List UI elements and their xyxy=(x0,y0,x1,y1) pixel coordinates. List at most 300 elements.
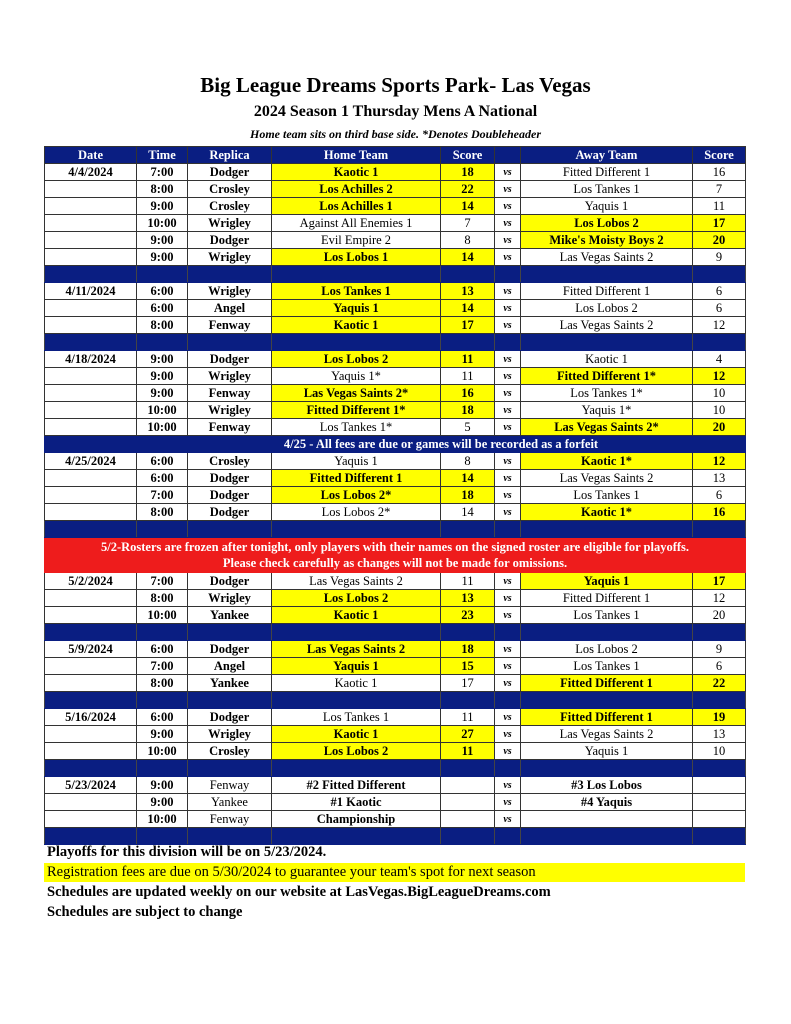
game-row xyxy=(45,249,746,266)
away-team: Fitted Different 1 xyxy=(521,709,693,726)
vs-label: vs xyxy=(495,573,521,590)
col-vs xyxy=(495,147,521,164)
separator-cell xyxy=(693,334,746,351)
game-time: 10:00 xyxy=(137,402,188,419)
game-replica: Crosley xyxy=(188,453,272,470)
away-score: 17 xyxy=(693,573,746,590)
separator-cell xyxy=(521,692,693,709)
game-date xyxy=(45,249,137,266)
home-score: 17 xyxy=(441,675,495,692)
game-time: 8:00 xyxy=(137,675,188,692)
separator-cell xyxy=(441,692,495,709)
game-time: 8:00 xyxy=(137,181,188,198)
game-date xyxy=(45,232,137,249)
vs-label: vs xyxy=(495,641,521,658)
game-row xyxy=(45,351,746,368)
fees-banner xyxy=(45,436,746,453)
away-team: Los Tankes 1 xyxy=(521,658,693,675)
home-score: 22 xyxy=(441,181,495,198)
vs-label: vs xyxy=(495,487,521,504)
game-time: 7:00 xyxy=(137,658,188,675)
vs-label: vs xyxy=(495,709,521,726)
vs-label: vs xyxy=(495,249,521,266)
game-time: 6:00 xyxy=(137,300,188,317)
home-team: Evil Empire 2 xyxy=(272,232,441,249)
game-date xyxy=(45,181,137,198)
game-replica: Wrigley xyxy=(188,726,272,743)
separator-cell xyxy=(521,828,693,845)
separator-cell xyxy=(495,521,521,538)
separator-cell xyxy=(137,521,188,538)
away-team: Las Vegas Saints 2 xyxy=(521,726,693,743)
away-team: Fitted Different 1 xyxy=(521,675,693,692)
home-team: Las Vegas Saints 2 xyxy=(272,641,441,658)
away-score xyxy=(693,794,746,811)
vs-label: vs xyxy=(495,402,521,419)
away-score: 9 xyxy=(693,249,746,266)
game-time: 7:00 xyxy=(137,573,188,590)
game-row xyxy=(45,675,746,692)
game-row xyxy=(45,181,746,198)
game-row xyxy=(45,794,746,811)
home-score: 11 xyxy=(441,368,495,385)
schedule-table xyxy=(44,146,746,845)
vs-label: vs xyxy=(495,351,521,368)
separator-cell xyxy=(45,334,137,351)
away-team: Kaotic 1* xyxy=(521,453,693,470)
game-time: 9:00 xyxy=(137,351,188,368)
game-replica: Dodger xyxy=(188,232,272,249)
game-date xyxy=(45,607,137,624)
game-row xyxy=(45,607,746,624)
separator-cell xyxy=(441,266,495,283)
game-time: 7:00 xyxy=(137,164,188,181)
game-row xyxy=(45,232,746,249)
game-time: 6:00 xyxy=(137,641,188,658)
game-time: 9:00 xyxy=(137,198,188,215)
game-time: 10:00 xyxy=(137,419,188,436)
home-team: Kaotic 1 xyxy=(272,164,441,181)
game-replica: Wrigley xyxy=(188,215,272,232)
game-replica: Dodger xyxy=(188,487,272,504)
home-score: 14 xyxy=(441,504,495,521)
away-score: 13 xyxy=(693,726,746,743)
away-score: 9 xyxy=(693,641,746,658)
separator-cell xyxy=(45,828,137,845)
game-time: 8:00 xyxy=(137,590,188,607)
game-date xyxy=(45,675,137,692)
away-score: 16 xyxy=(693,504,746,521)
away-team: Las Vegas Saints 2 xyxy=(521,470,693,487)
game-replica: Yankee xyxy=(188,607,272,624)
away-score: 19 xyxy=(693,709,746,726)
separator-cell xyxy=(188,692,272,709)
vs-label: vs xyxy=(495,743,521,760)
game-row xyxy=(45,504,746,521)
game-time: 10:00 xyxy=(137,215,188,232)
game-time: 9:00 xyxy=(137,232,188,249)
home-team: Los Lobos 1 xyxy=(272,249,441,266)
separator-cell xyxy=(137,692,188,709)
away-score: 6 xyxy=(693,283,746,300)
separator-cell xyxy=(521,266,693,283)
game-row xyxy=(45,641,746,658)
game-date xyxy=(45,743,137,760)
game-time: 9:00 xyxy=(137,249,188,266)
separator-cell xyxy=(441,624,495,641)
away-team: Los Lobos 2 xyxy=(521,215,693,232)
separator-cell xyxy=(137,828,188,845)
game-replica: Crosley xyxy=(188,743,272,760)
separator-cell xyxy=(272,521,441,538)
game-time: 9:00 xyxy=(137,777,188,794)
separator-cell xyxy=(272,334,441,351)
roster-alert xyxy=(45,538,746,573)
week-separator xyxy=(45,624,746,641)
home-team: Fitted Different 1* xyxy=(272,402,441,419)
game-row xyxy=(45,811,746,828)
away-score: 4 xyxy=(693,351,746,368)
vs-label: vs xyxy=(495,181,521,198)
game-row xyxy=(45,470,746,487)
game-row xyxy=(45,709,746,726)
col-date: Date xyxy=(45,147,137,164)
away-team: Los Tankes 1 xyxy=(521,181,693,198)
home-score: 27 xyxy=(441,726,495,743)
home-team: Los Lobos 2 xyxy=(272,743,441,760)
separator-cell xyxy=(521,624,693,641)
home-team: Kaotic 1 xyxy=(272,317,441,334)
separator-cell xyxy=(693,624,746,641)
game-replica: Fenway xyxy=(188,811,272,828)
away-team: Fitted Different 1 xyxy=(521,164,693,181)
separator-cell xyxy=(137,334,188,351)
home-team: Los Lobos 2* xyxy=(272,487,441,504)
change-note: Schedules are subject to change xyxy=(47,904,243,920)
game-date xyxy=(45,590,137,607)
home-team: #1 Kaotic xyxy=(272,794,441,811)
registration-note: Registration fees are due on 5/30/2024 to guarantee your team's spot for next season xyxy=(44,863,745,882)
vs-label: vs xyxy=(495,504,521,521)
vs-label: vs xyxy=(495,777,521,794)
separator-cell xyxy=(188,521,272,538)
vs-label: vs xyxy=(495,300,521,317)
home-score: 18 xyxy=(441,487,495,504)
game-date xyxy=(45,402,137,419)
separator-cell xyxy=(693,521,746,538)
alert-line-2: Please check carefully as changes will not be made for omissions. xyxy=(222,556,568,570)
home-team: #2 Fitted Different xyxy=(272,777,441,794)
separator-cell xyxy=(188,266,272,283)
game-date: 4/11/2024 xyxy=(45,283,137,300)
game-date xyxy=(45,300,137,317)
vs-label: vs xyxy=(495,794,521,811)
home-team: Los Lobos 2 xyxy=(272,590,441,607)
week-separator xyxy=(45,828,746,845)
home-score xyxy=(441,811,495,828)
away-team: Fitted Different 1 xyxy=(521,590,693,607)
away-score: 10 xyxy=(693,385,746,402)
separator-cell xyxy=(521,334,693,351)
game-date: 5/9/2024 xyxy=(45,641,137,658)
schedule-body xyxy=(45,164,746,845)
separator-cell xyxy=(272,266,441,283)
home-team: Kaotic 1 xyxy=(272,726,441,743)
home-team: Yaquis 1* xyxy=(272,368,441,385)
game-replica: Fenway xyxy=(188,419,272,436)
game-time: 8:00 xyxy=(137,504,188,521)
away-team: Fitted Different 1 xyxy=(521,283,693,300)
home-team: Kaotic 1 xyxy=(272,607,441,624)
game-row xyxy=(45,726,746,743)
separator-cell xyxy=(693,760,746,777)
home-score: 14 xyxy=(441,249,495,266)
away-score: 17 xyxy=(693,215,746,232)
col-replica: Replica xyxy=(188,147,272,164)
game-row xyxy=(45,743,746,760)
game-date xyxy=(45,504,137,521)
home-score: 11 xyxy=(441,743,495,760)
away-team: Los Lobos 2 xyxy=(521,641,693,658)
home-score: 14 xyxy=(441,470,495,487)
separator-cell xyxy=(495,828,521,845)
game-date xyxy=(45,419,137,436)
vs-label: vs xyxy=(495,453,521,470)
home-score: 11 xyxy=(441,709,495,726)
game-replica: Crosley xyxy=(188,181,272,198)
away-score: 22 xyxy=(693,675,746,692)
page-title: Big League Dreams Sports Park- Las Vegas xyxy=(200,73,591,97)
home-score: 16 xyxy=(441,385,495,402)
separator-cell xyxy=(272,692,441,709)
away-team: Los Lobos 2 xyxy=(521,300,693,317)
week-separator xyxy=(45,266,746,283)
game-row xyxy=(45,402,746,419)
home-score: 13 xyxy=(441,590,495,607)
home-score: 8 xyxy=(441,453,495,470)
away-team: Mike's Moisty Boys 2 xyxy=(521,232,693,249)
home-team: Los Tankes 1 xyxy=(272,709,441,726)
col-away-score: Score xyxy=(693,147,746,164)
separator-cell xyxy=(188,624,272,641)
separator-cell xyxy=(495,692,521,709)
away-score: 12 xyxy=(693,368,746,385)
game-date xyxy=(45,794,137,811)
home-team: Las Vegas Saints 2 xyxy=(272,573,441,590)
away-team: Yaquis 1 xyxy=(521,743,693,760)
away-score: 7 xyxy=(693,181,746,198)
away-team: Las Vegas Saints 2 xyxy=(521,317,693,334)
separator-cell xyxy=(495,334,521,351)
game-date xyxy=(45,385,137,402)
home-score: 14 xyxy=(441,300,495,317)
home-score: 18 xyxy=(441,164,495,181)
away-score: 20 xyxy=(693,232,746,249)
game-time: 6:00 xyxy=(137,453,188,470)
alert-line-1: 5/2-Rosters are frozen after tonight, only players with their names on the signed roster are eligible for playoffs. xyxy=(100,540,690,554)
game-replica: Angel xyxy=(188,658,272,675)
separator-cell xyxy=(188,828,272,845)
game-time: 6:00 xyxy=(137,283,188,300)
vs-label: vs xyxy=(495,368,521,385)
away-score xyxy=(693,811,746,828)
banner-spacer xyxy=(45,436,137,453)
game-time: 7:00 xyxy=(137,487,188,504)
game-date xyxy=(45,368,137,385)
game-date: 5/2/2024 xyxy=(45,573,137,590)
vs-label: vs xyxy=(495,658,521,675)
game-time: 9:00 xyxy=(137,726,188,743)
game-time: 6:00 xyxy=(137,470,188,487)
game-row xyxy=(45,487,746,504)
game-row xyxy=(45,385,746,402)
separator-cell xyxy=(45,692,137,709)
game-replica: Wrigley xyxy=(188,402,272,419)
game-row xyxy=(45,164,746,181)
away-score: 20 xyxy=(693,607,746,624)
vs-label: vs xyxy=(495,811,521,828)
home-score: 8 xyxy=(441,232,495,249)
game-row xyxy=(45,658,746,675)
home-team: Kaotic 1 xyxy=(272,675,441,692)
game-replica: Fenway xyxy=(188,317,272,334)
game-row xyxy=(45,317,746,334)
home-score: 17 xyxy=(441,317,495,334)
separator-cell xyxy=(45,266,137,283)
separator-cell xyxy=(137,266,188,283)
game-replica: Dodger xyxy=(188,351,272,368)
game-replica: Dodger xyxy=(188,709,272,726)
separator-cell xyxy=(45,521,137,538)
separator-cell xyxy=(272,624,441,641)
separator-cell xyxy=(188,334,272,351)
away-team: Kaotic 1* xyxy=(521,504,693,521)
week-separator xyxy=(45,521,746,538)
vs-label: vs xyxy=(495,419,521,436)
game-date xyxy=(45,726,137,743)
game-time: 9:00 xyxy=(137,368,188,385)
game-time: 10:00 xyxy=(137,607,188,624)
away-score: 12 xyxy=(693,590,746,607)
home-score: 23 xyxy=(441,607,495,624)
game-replica: Dodger xyxy=(188,470,272,487)
separator-cell xyxy=(693,828,746,845)
away-team: Las Vegas Saints 2* xyxy=(521,419,693,436)
vs-label: vs xyxy=(495,607,521,624)
game-date xyxy=(45,487,137,504)
separator-cell xyxy=(441,334,495,351)
home-team: Yaquis 1 xyxy=(272,658,441,675)
away-score xyxy=(693,777,746,794)
game-replica: Dodger xyxy=(188,641,272,658)
game-date: 5/23/2024 xyxy=(45,777,137,794)
away-score: 6 xyxy=(693,487,746,504)
vs-label: vs xyxy=(495,590,521,607)
website-note: Schedules are updated weekly on our website at LasVegas.BigLeagueDreams.com xyxy=(47,884,551,900)
playoffs-note: Playoffs for this division will be on 5/23/2024. xyxy=(47,844,327,860)
game-date xyxy=(45,198,137,215)
away-score: 12 xyxy=(693,453,746,470)
game-replica: Angel xyxy=(188,300,272,317)
game-time: 6:00 xyxy=(137,709,188,726)
home-team-note: Home team sits on third base side. *Denotes Doubleheader xyxy=(250,127,541,141)
home-team: Las Vegas Saints 2* xyxy=(272,385,441,402)
col-away-team: Away Team xyxy=(521,147,693,164)
vs-label: vs xyxy=(495,675,521,692)
game-row xyxy=(45,573,746,590)
away-score: 6 xyxy=(693,658,746,675)
home-team: Los Lobos 2* xyxy=(272,504,441,521)
home-team: Los Tankes 1 xyxy=(272,283,441,300)
away-team: Los Tankes 1* xyxy=(521,385,693,402)
game-replica: Yankee xyxy=(188,794,272,811)
game-replica: Wrigley xyxy=(188,283,272,300)
home-score: 11 xyxy=(441,573,495,590)
game-replica: Dodger xyxy=(188,573,272,590)
home-team: Fitted Different 1 xyxy=(272,470,441,487)
game-row xyxy=(45,419,746,436)
game-row xyxy=(45,283,746,300)
away-score: 11 xyxy=(693,198,746,215)
game-replica: Dodger xyxy=(188,504,272,521)
away-score: 16 xyxy=(693,164,746,181)
away-team: Fitted Different 1* xyxy=(521,368,693,385)
separator-cell xyxy=(441,760,495,777)
game-replica: Wrigley xyxy=(188,368,272,385)
game-row xyxy=(45,215,746,232)
separator-cell xyxy=(495,266,521,283)
away-score: 10 xyxy=(693,402,746,419)
game-time: 8:00 xyxy=(137,317,188,334)
separator-cell xyxy=(272,760,441,777)
away-score: 10 xyxy=(693,743,746,760)
banner-text: 4/25 - All fees are due or games will be recorded as a forfeit xyxy=(137,436,746,453)
home-team: Against All Enemies 1 xyxy=(272,215,441,232)
home-score: 11 xyxy=(441,351,495,368)
game-replica: Yankee xyxy=(188,675,272,692)
vs-label: vs xyxy=(495,470,521,487)
game-time: 9:00 xyxy=(137,794,188,811)
vs-label: vs xyxy=(495,283,521,300)
home-score: 5 xyxy=(441,419,495,436)
game-date: 4/18/2024 xyxy=(45,351,137,368)
game-row xyxy=(45,300,746,317)
away-score: 6 xyxy=(693,300,746,317)
col-home-team: Home Team xyxy=(272,147,441,164)
week-separator xyxy=(45,334,746,351)
vs-label: vs xyxy=(495,317,521,334)
separator-cell xyxy=(137,624,188,641)
home-team: Los Tankes 1* xyxy=(272,419,441,436)
table-header-row xyxy=(45,147,746,164)
away-team: #4 Yaquis xyxy=(521,794,693,811)
separator-cell xyxy=(188,760,272,777)
game-date xyxy=(45,317,137,334)
game-date xyxy=(45,215,137,232)
separator-cell xyxy=(272,828,441,845)
home-score: 14 xyxy=(441,198,495,215)
separator-cell xyxy=(441,521,495,538)
separator-cell xyxy=(521,760,693,777)
away-team: Yaquis 1 xyxy=(521,573,693,590)
game-row xyxy=(45,198,746,215)
game-date: 4/25/2024 xyxy=(45,453,137,470)
vs-label: vs xyxy=(495,232,521,249)
home-score xyxy=(441,777,495,794)
game-date xyxy=(45,658,137,675)
vs-label: vs xyxy=(495,385,521,402)
home-score: 18 xyxy=(441,641,495,658)
